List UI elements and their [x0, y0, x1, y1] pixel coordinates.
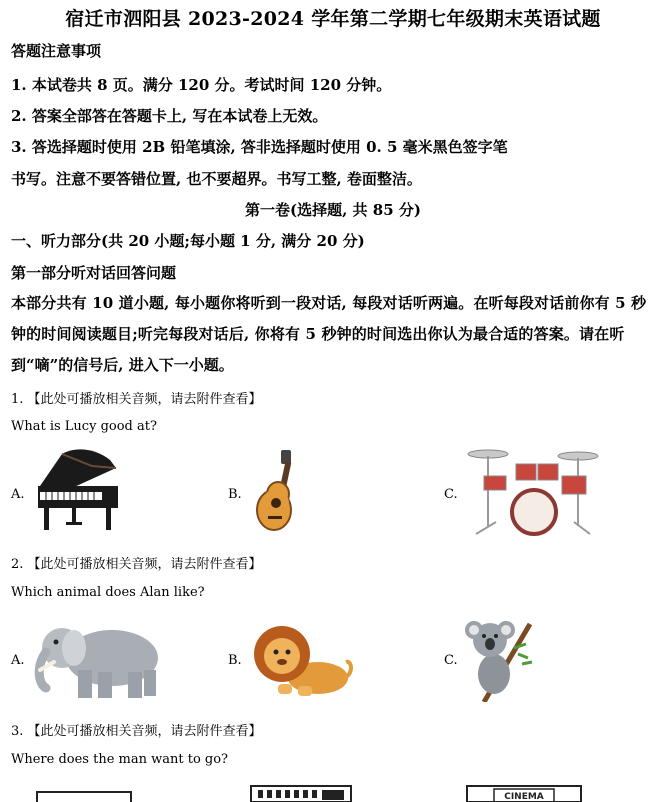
- cinema-sign: CINEMA: [504, 792, 544, 802]
- section-title: 一、听力部分(共 20 小题;每小题 1 分, 满分 20 分): [11, 232, 365, 250]
- building-icon: [250, 784, 352, 802]
- notice-item-3-cont: 书写。注意不要答错位置, 也不要超界。书写工整, 卷面整洁。: [11, 170, 422, 188]
- option-label-b[interactable]: B.: [228, 653, 242, 668]
- guitar-icon: [248, 448, 300, 536]
- audio-note: 2. 【此处可播放相关音频，请去附件查看】: [11, 557, 262, 572]
- question-text: Which animal does Alan like?: [11, 585, 205, 600]
- instruction-line-1: 本部分共有 10 道小题, 每小题你将听到一段对话, 每段对话听两遍。在听每段对话前你有 5 秒: [11, 294, 647, 312]
- audio-note: 3. 【此处可播放相关音频，请去附件查看】: [11, 724, 262, 739]
- option-label-b[interactable]: B.: [228, 487, 242, 502]
- part-title: 第一部分听对话回答问题: [11, 264, 177, 282]
- option-label-c[interactable]: C.: [444, 487, 458, 502]
- audio-note: 1. 【此处可播放相关音频，请去附件查看】: [11, 392, 262, 407]
- option-label-a[interactable]: A.: [11, 653, 25, 668]
- piano-icon: [32, 446, 122, 534]
- option-label-c[interactable]: C.: [444, 653, 458, 668]
- volume-title: 第一卷(选择题, 共 85 分): [245, 201, 421, 219]
- question-text: Where does the man want to go?: [11, 752, 229, 767]
- lion-icon: [248, 618, 356, 702]
- page-title: 宿迁市泗阳县 2023-2024 学年第二学期七年级期末英语试题: [65, 8, 601, 30]
- instruction-line-3: 到“嘀”的信号后, 进入下一小题。: [11, 356, 234, 374]
- notice-item-1: 1. 本试卷共 8 页。满分 120 分。考试时间 120 分钟。: [11, 76, 392, 94]
- drum-kit-icon: [466, 446, 602, 538]
- building-icon: [36, 786, 132, 802]
- cinema-icon: [466, 785, 582, 802]
- koala-icon: [464, 618, 536, 702]
- notice-item-3: 3. 答选择题时使用 2B 铅笔填涂, 答非选择题时使用 0. 5 毫米黑色签字笔: [11, 138, 508, 156]
- question-text: What is Lucy good at?: [11, 419, 157, 434]
- option-label-a[interactable]: A.: [11, 487, 25, 502]
- instruction-line-2: 钟的时间阅读题目;听完每段对话后, 你将有 5 秒钟的时间选出你认为最合适的答案。请在听: [11, 325, 625, 343]
- notice-item-2: 2. 答案全部答在答题卡上, 写在本试卷上无效。: [11, 107, 328, 125]
- elephant-icon: [32, 618, 164, 702]
- notice-heading: 答题注意事项: [11, 42, 102, 60]
